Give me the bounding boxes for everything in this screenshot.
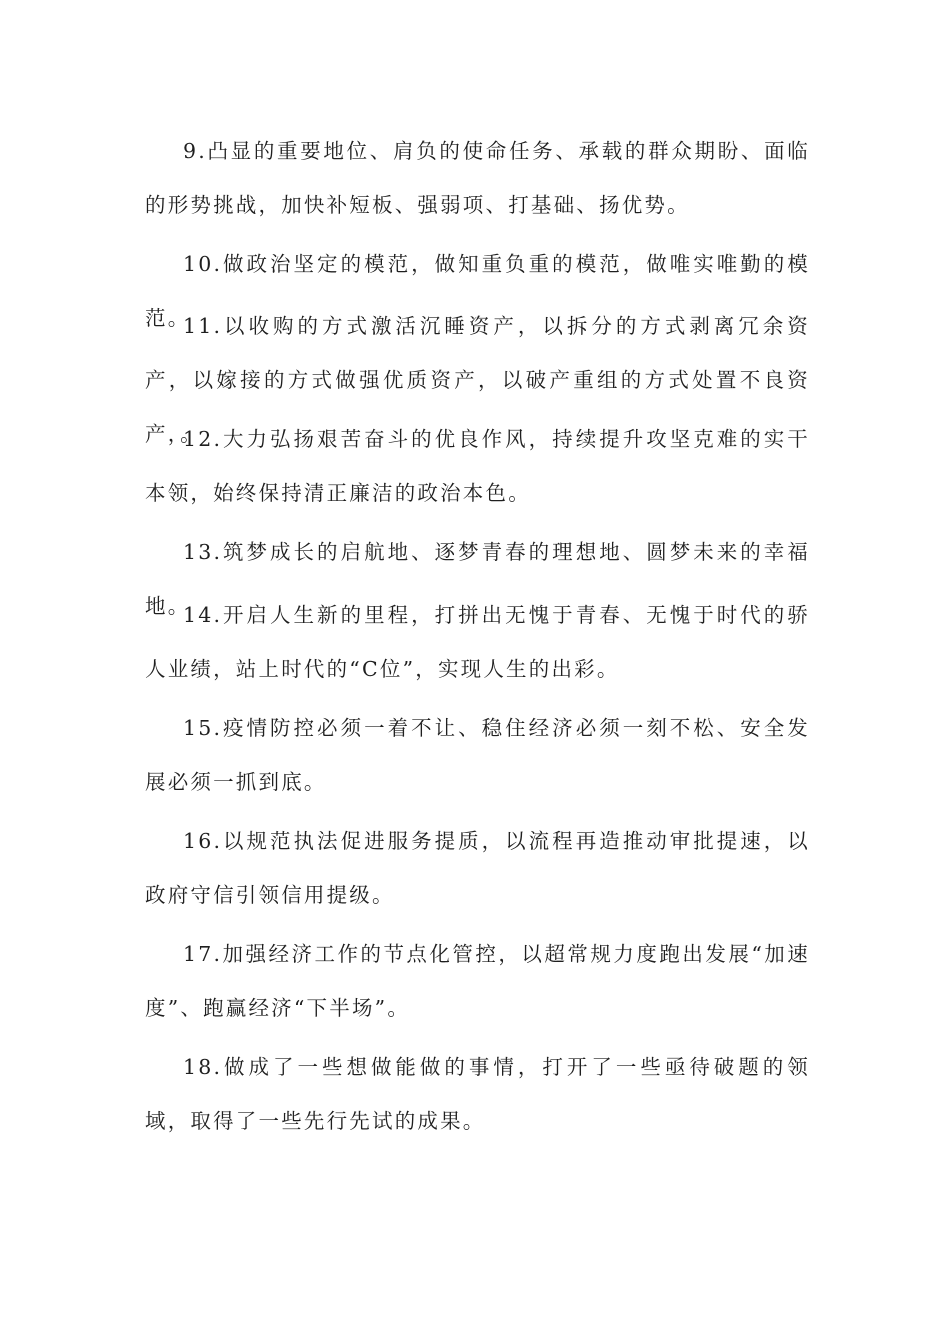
paragraph-11: 11.以收购的方式激活沉睡资产，以拆分的方式剥离冗余资产，以嫁接的方式做强优质资产，以破产重组的方式处置不良资产，。 bbox=[145, 314, 810, 446]
paragraph-17: 17.加强经济工作的节点化管控，以超常规力度跑出发展“加速度”、跑赢经济“下半场”。 bbox=[145, 942, 810, 1020]
paragraph-13: 13.筑梦成长的启航地、逐梦青春的理想地、圆梦未来的幸福地。 bbox=[145, 540, 810, 618]
paragraph-12: 12.大力弘扬艰苦奋斗的优良作风，持续提升攻坚克难的实干本领，始终保持清正廉洁的政治本色。 bbox=[145, 427, 810, 505]
paragraph-15: 15.疫情防控必须一着不让、稳住经济必须一刻不松、安全发展必须一抓到底。 bbox=[145, 716, 810, 794]
paragraph-16: 16.以规范执法促进服务提质，以流程再造推动审批提速，以政府守信引领信用提级。 bbox=[145, 829, 810, 907]
paragraph-14: 14.开启人生新的里程，打拼出无愧于青春、无愧于时代的骄人业绩，站上时代的“C位”，实现人生的出彩。 bbox=[145, 603, 810, 681]
paragraph-18: 18.做成了一些想做能做的事情，打开了一些亟待破题的领域，取得了一些先行先试的成果。 bbox=[145, 1055, 810, 1133]
paragraph-9: 9.凸显的重要地位、肩负的使命任务、承载的群众期盼、面临的形势挑战，加快补短板、强弱项、打基础、扬优势。 bbox=[145, 139, 810, 217]
paragraph-10: 10.做政治坚定的模范，做知重负重的模范，做唯实唯勤的模范。 bbox=[145, 252, 810, 330]
